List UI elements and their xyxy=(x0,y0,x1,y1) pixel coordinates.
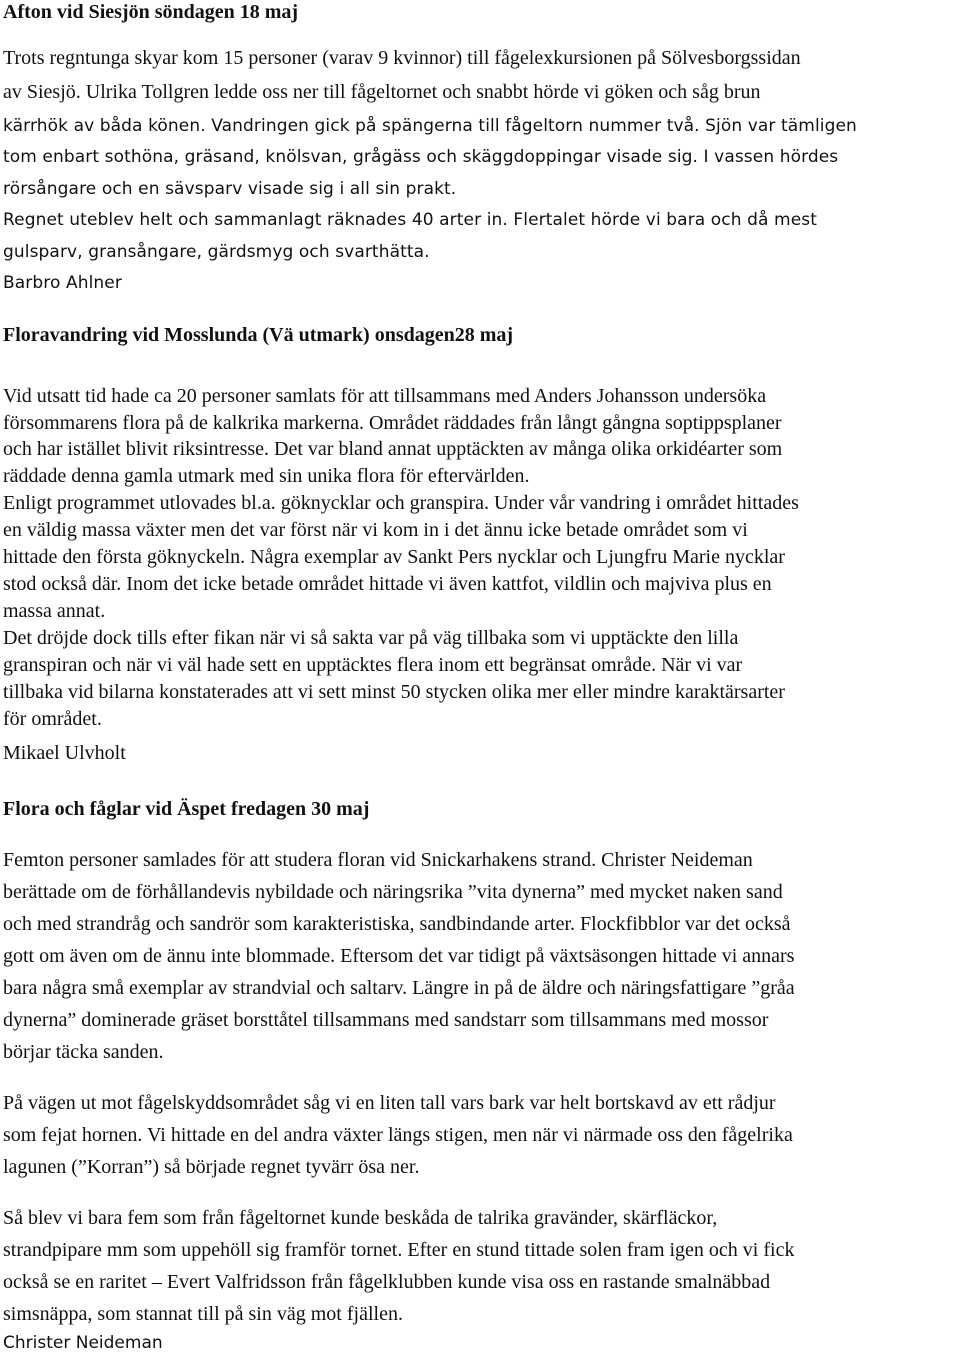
article-1-line: rörsångare och en sävsparv visade sig i all sin prakt. xyxy=(3,179,457,199)
article-2-line: försommarens flora på de kalkrika markerna. Området räddades från långt gångna soptippsplaner xyxy=(3,412,782,434)
article-3-line: strandpipare mm som uppehöll sig framför tornet. Efter en stund tittade solen fram igen och vi fick xyxy=(3,1239,795,1261)
article-3-line: Femton personer samlades för att studera floran vid Snickarhakens strand. Christer Neideman xyxy=(3,849,753,871)
article-3-line: berättade om de förhållandevis nybildade och näringsrika ”vita dynerna” med mycket naken sand xyxy=(3,881,783,903)
article-1-line: Trots regntunga skyar kom 15 personer (varav 9 kvinnor) till fågelexkursionen på Sölvesborgssidan xyxy=(3,47,801,69)
article-2-line: Det dröjde dock tills efter fikan när vi så sakta var på väg tillbaka som vi upptäckte den lilla xyxy=(3,627,739,649)
article-2-line: massa annat. xyxy=(3,600,106,622)
article-2-line: för området. xyxy=(3,708,102,730)
article-3-line: också se en raritet – Evert Valfridsson från fågelklubben kunde visa oss en rastande smalnäbbad xyxy=(3,1271,771,1293)
article-2-line: Vid utsatt tid hade ca 20 personer samlats för att tillsammans med Anders Johansson undersöka xyxy=(3,385,767,407)
article-3-line: dynerna” dominerade gräset borsttåtel tillsammans med sandstarr som tillsammans med mossor xyxy=(3,1009,769,1031)
article-1-line: tom enbart sothöna, gräsand, knölsvan, grågäss och skäggdoppingar visade sig. I vassen hördes xyxy=(3,147,839,167)
article-2-line: stod också där. Inom det icke betade området hittade vi även kattfot, vildlin och majviva plus en xyxy=(3,573,772,595)
article-3-line: gott om även om de ännu inte blommade. Eftersom det var tidigt på växtsäsongen hittade vi annars xyxy=(3,945,795,967)
article-1-line: gulsparv, gransångare, gärdsmyg och svarthätta. xyxy=(3,242,430,262)
article-3-line: Så blev vi bara fem som från fågeltornet kunde beskåda de talrika gravänder, skärfläckor, xyxy=(3,1207,718,1229)
article-3-line: som fejat hornen. Vi hittade en del andra växter längs stigen, men när vi närmade oss den fågelrika xyxy=(3,1124,793,1146)
article-2-line: tillbaka vid bilarna konstaterades att vi sett minst 50 stycken olika mer eller mindre karaktärsarter xyxy=(3,681,785,703)
article-1-author: Barbro Ahlner xyxy=(3,273,122,293)
article-3-title: Flora och fåglar vid Äspet fredagen 30 maj xyxy=(3,798,370,820)
article-3-line: simsnäppa, som stannat till på sin väg mot fjällen. xyxy=(3,1303,403,1325)
article-2-title: Floravandring vid Mosslunda (Vä utmark) onsdagen28 maj xyxy=(3,324,514,346)
article-2-line: räddade denna gamla utmark med sin unika flora för eftervärlden. xyxy=(3,465,530,487)
article-3-line: På vägen ut mot fågelskyddsområdet såg vi en liten tall vars bark var helt bortskavd av ett rådjur xyxy=(3,1092,776,1114)
article-3-line: bara några små exemplar av strandvial och saltarv. Längre in på de äldre och näringsfattigare ”gråa xyxy=(3,977,795,999)
article-1-line: av Siesjö. Ulrika Tollgren ledde oss ner till fågeltornet och snabbt hörde vi göken och såg brun xyxy=(3,81,761,103)
article-2-line: och har istället blivit riksintresse. Det var bland annat upptäckten av många olika orkidéarter som xyxy=(3,438,783,460)
article-2-line: en väldig massa växter men det var först när vi kom in i det ännu icke betade området som vi xyxy=(3,519,748,541)
article-3-line: och med strandråg och sandrör som karakteristiska, sandbindande arter. Flockfibblor var det också xyxy=(3,913,791,935)
article-3-author: Christer Neideman xyxy=(3,1333,163,1353)
article-1-line: kärrhök av båda könen. Vandringen gick på spängerna till fågeltorn nummer två. Sjön var tämligen xyxy=(3,116,857,136)
article-1-title: Afton vid Siesjön söndagen 18 maj xyxy=(3,1,299,23)
article-2-line: hittade den första göknyckeln. Några exemplar av Sankt Pers nycklar och Ljungfru Marie nycklar xyxy=(3,546,785,568)
article-3-line: lagunen (”Korran”) så började regnet tyvärr ösa ner. xyxy=(3,1156,420,1178)
article-2-author: Mikael Ulvholt xyxy=(3,742,126,764)
article-3-line: börjar täcka sanden. xyxy=(3,1041,164,1063)
article-2-line: Enligt programmet utlovades bl.a. göknycklar och granspira. Under vår vandring i området hittades xyxy=(3,492,799,514)
article-1-line: Regnet uteblev helt och sammanlagt räknades 40 arter in. Flertalet hörde vi bara och då mest xyxy=(3,210,817,230)
article-2-line: granspiran och när vi väl hade sett en upptäcktes flera inom ett begränsat område. När vi var xyxy=(3,654,743,676)
